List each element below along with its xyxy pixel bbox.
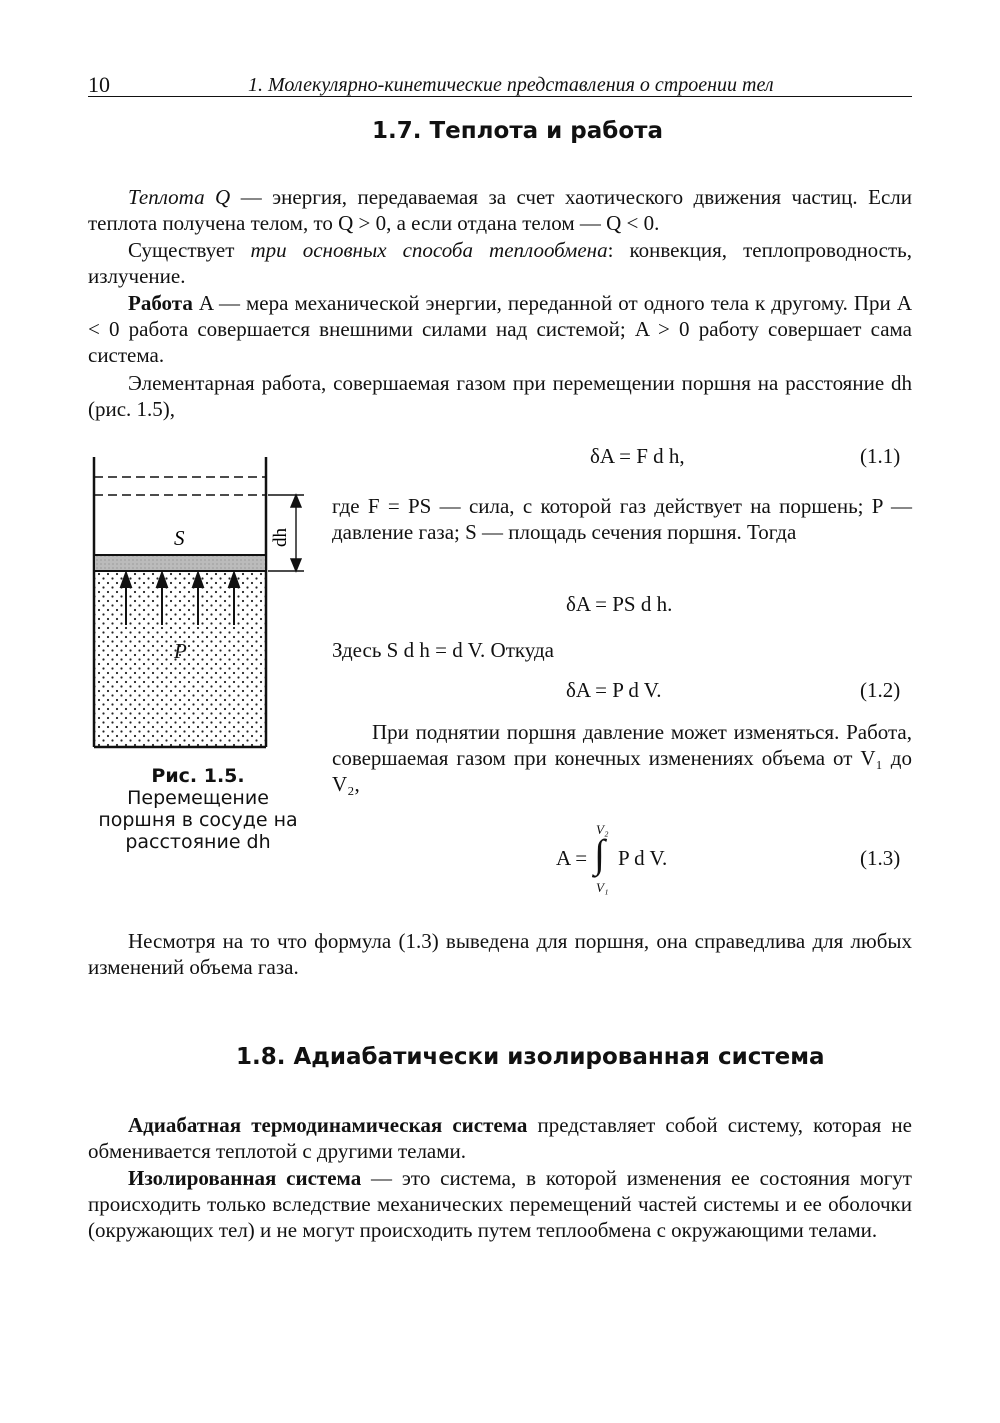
term-heat: Теплота Q bbox=[128, 185, 231, 209]
integral-upper-limit: V₂ bbox=[596, 822, 609, 837]
paragraph-volume-relation: Здесь S d h = d V. Откуда bbox=[332, 638, 554, 662]
paragraph-adiabatic: Адиабатная термодинамическая система представляет собой систему, которая не обменивается теплотой с другими телами. bbox=[88, 1113, 912, 1163]
pressure-label: P bbox=[174, 639, 187, 663]
page-number: 10 bbox=[88, 72, 110, 97]
equation-work-ps: δA = PS d h. bbox=[566, 592, 673, 616]
paragraph-force-definition: где F = PS — сила, с которой газ действует на поршень; P — давление газа; S — площадь сечения поршня. Тогда bbox=[332, 494, 912, 544]
equation-number-1-1: (1.1) bbox=[860, 444, 901, 468]
paragraph-work: Работа A — мера механической энергии, переданной от одного тела к другому. При A < 0 работа совершается внешними силами над системой; A > 0 работу совершает сама система. bbox=[88, 291, 912, 367]
equation-number-1-3: (1.3) bbox=[860, 846, 901, 870]
integral-sign: ∫ bbox=[594, 831, 605, 876]
running-title: 1. Молекулярно-кинетические представления о строении тел bbox=[248, 74, 774, 96]
paragraph-isolated: Изолированная система — это система, в которой изменения ее состояния могут происходить только вследствие механических перемещений частей системы и ее оболочки (окружающих тел) и не могут происходить путем теплообмена с окружающими телами. bbox=[88, 1166, 912, 1242]
integral-lower-limit: V₁ bbox=[596, 880, 609, 895]
piston bbox=[94, 555, 266, 571]
term-adiabatic: Адиабатная термодинамическая система bbox=[128, 1113, 528, 1137]
equation-1-3: A = V₂ ∫ V₁ P d V. bbox=[556, 822, 668, 895]
equation-1-1: δA = F d h, bbox=[590, 444, 685, 468]
figure-caption: Рис. 1.5. Перемещение поршня в сосуде на расстояние dh bbox=[98, 765, 298, 853]
equation-1-2: δA = P d V. bbox=[566, 678, 662, 702]
term-heat-exchange: три основных способа теплообмена bbox=[250, 238, 608, 262]
paragraph-heat-exchange: Существует три основных способа теплообмена: конвекция, теплопроводность, излучение. bbox=[88, 238, 912, 288]
paragraph-elementary-work: Элементарная работа, совершаемая газом при перемещении поршня на расстояние dh (рис. 1.5), bbox=[88, 371, 912, 421]
section-title-1-8: 1.8. Адиабатически изолированная система bbox=[236, 1044, 825, 1070]
term-isolated: Изолированная система bbox=[128, 1166, 362, 1190]
piston-figure bbox=[88, 455, 318, 753]
term-work: Работа bbox=[128, 291, 193, 315]
area-label: S bbox=[174, 526, 185, 550]
section-title-1-7: 1.7. Теплота и работа bbox=[372, 118, 663, 144]
paragraph-formula-validity: Несмотря на то что формула (1.3) выведена для поршня, она справедлива для любых изменений объема газа. bbox=[88, 929, 912, 979]
page-header bbox=[88, 72, 912, 97]
caption-label: Рис. 1.5. bbox=[151, 765, 245, 787]
dh-label: dh bbox=[270, 528, 291, 547]
paragraph-finite-change: При поднятии поршня давление может изменяться. Работа, совершаемая газом при конечных изменениях объема от V₁ до V₂, bbox=[332, 720, 912, 796]
equation-number-1-2: (1.2) bbox=[860, 678, 901, 702]
paragraph-heat: Теплота Q — энергия, передаваемая за счет хаотического движения частиц. Если теплота получена телом, то Q > 0, а если отдана телом — Q < 0. bbox=[88, 185, 912, 235]
